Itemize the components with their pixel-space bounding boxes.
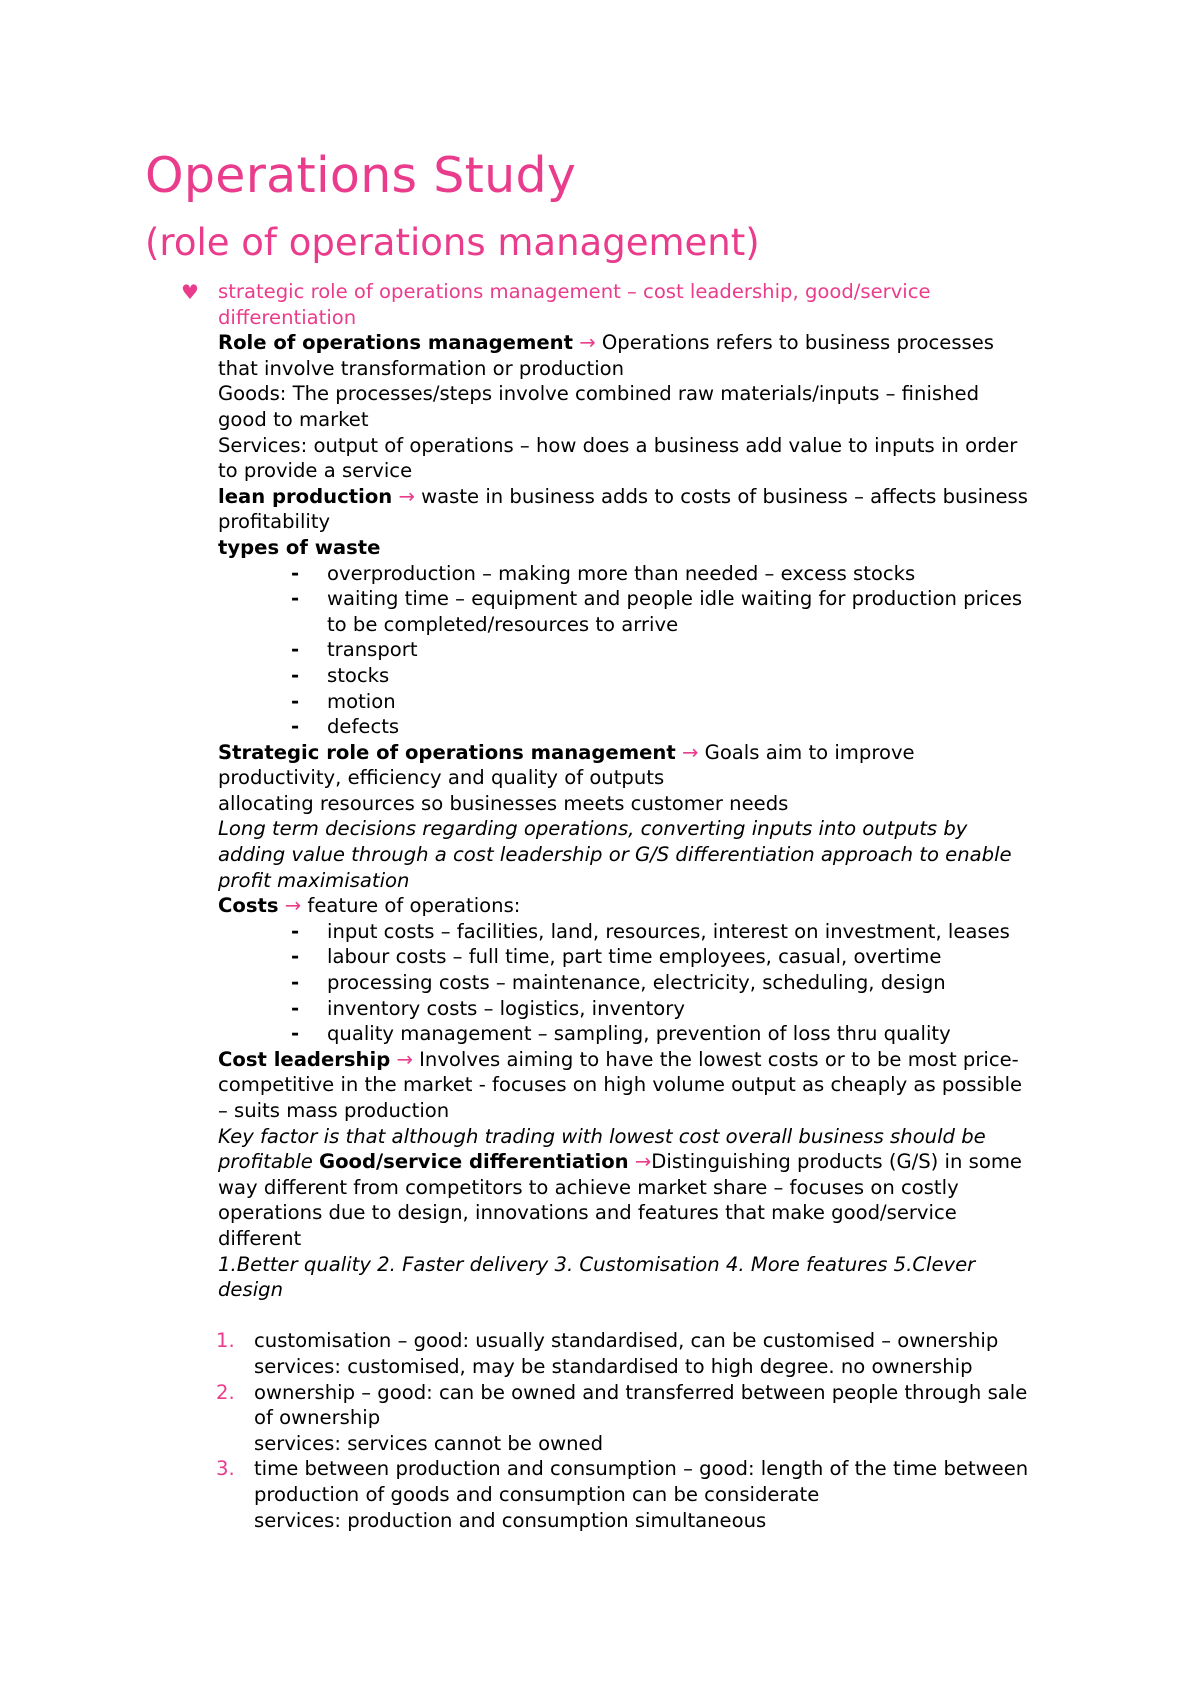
strategic-paragraph <box>218 740 1068 766</box>
strategic-heading: Strategic role of operations management <box>218 740 676 764</box>
numbered-item-text: ownership – good: can be owned and transferred between people through sale <box>254 1380 1028 1404</box>
dash-bullet: - <box>291 919 300 943</box>
list-item <box>218 663 1068 689</box>
costs-list <box>218 919 1068 1047</box>
dash-bullet: - <box>291 561 300 585</box>
list-item-text: input costs – facilities, land, resources, interest on investment, leases <box>327 919 1010 943</box>
italic-text: adding value through a cost leadership or G/S differentiation approach to enable <box>218 843 1012 867</box>
strategic-text: Goals aim to improve <box>698 740 915 764</box>
numbered-item <box>216 1380 1068 1457</box>
italic-text: design <box>218 1278 283 1302</box>
role-heading: Role of operations management <box>218 331 573 355</box>
dash-bullet: - <box>291 971 300 995</box>
list-item-text: inventory costs – logistics, inventory <box>327 996 685 1020</box>
cost-leadership-text-2: competitive in the market - focuses on high volume output as cheaply as possible <box>218 1073 1023 1097</box>
list-item-text: quality management – sampling, prevention of loss thru quality <box>327 1022 951 1046</box>
waste-list <box>218 561 1068 740</box>
list-item-text: waiting time – equipment and people idle waiting for production prices <box>327 587 1023 611</box>
list-item-text: processing costs – maintenance, electricity, scheduling, design <box>327 971 946 995</box>
dash-bullet: - <box>291 1022 300 1046</box>
waste-heading-line <box>218 535 1068 561</box>
numbered-item <box>216 1456 1068 1533</box>
dash-bullet: - <box>291 638 300 662</box>
waste-heading: types of waste <box>218 535 381 559</box>
list-item <box>218 637 1068 663</box>
numbered-item-text: services: production and consumption simultaneous <box>254 1508 767 1532</box>
blank-line <box>218 1303 1068 1329</box>
numbered-item-text: time between production and consumption – good: length of the time between <box>254 1457 1029 1481</box>
services-text-2: to provide a service <box>218 459 413 483</box>
lean-heading: lean production <box>218 484 393 508</box>
item-number: 3. <box>216 1457 235 1481</box>
costs-paragraph <box>218 893 1068 919</box>
arrow-icon: → <box>396 1047 413 1071</box>
numbered-list <box>216 1328 1068 1533</box>
cost-leadership-text-3: – suits mass production <box>218 1099 450 1122</box>
page-title: Operations Study <box>145 147 577 204</box>
strategic-italic-3 <box>218 868 1068 894</box>
dash-bullet: - <box>291 945 300 969</box>
strategic-italic-2 <box>218 842 1068 868</box>
list-item-text-continued: to be completed/resources to arrive <box>327 612 679 636</box>
item-number: 2. <box>216 1380 235 1404</box>
list-item-text: stocks <box>327 663 390 687</box>
costs-heading: Costs <box>218 894 279 918</box>
role-paragraph <box>218 330 1068 356</box>
role-text-2: that involve transformation or production <box>218 356 625 380</box>
numbered-item-text: production of goods and consumption can be considerate <box>254 1482 820 1506</box>
differentiation-heading: Good/service differentiation <box>319 1150 629 1174</box>
italic-text: profit maximisation <box>218 868 410 892</box>
differentiation-text-2: way different from competitors to achieve market share – focuses on costly <box>218 1175 959 1199</box>
services-text-1: Services: output of operations – how does a business add value to inputs in order <box>218 433 1018 457</box>
arrow-icon: → <box>579 331 596 355</box>
arrow-icon: → <box>284 894 302 918</box>
item-number: 1. <box>216 1329 235 1353</box>
list-item-text: labour costs – full time, part time employees, casual, overtime <box>327 945 942 969</box>
list-item-text: motion <box>327 689 396 713</box>
list-item <box>218 689 1068 715</box>
arrow-icon: → <box>681 740 699 764</box>
page-subtitle: (role of operations management) <box>145 221 760 264</box>
italic-text: Key factor is that although trading with lowest cost overall business should be <box>218 1124 986 1148</box>
numbered-item-text: services: services cannot be owned <box>254 1431 604 1455</box>
list-item <box>218 561 1068 587</box>
strategic-text-3: allocating resources so businesses meets customer needs <box>218 791 789 815</box>
numbered-item-text: of ownership <box>254 1406 381 1430</box>
differentiation-text: Distinguishing products (G/S) in some <box>651 1150 1022 1174</box>
document-body <box>218 279 1068 1533</box>
italic-text: 1.Better quality 2. Faster delivery 3. Customisation 4. More features 5.Clever <box>218 1252 976 1276</box>
differentiation-italic-1 <box>218 1252 1068 1278</box>
cost-leadership-text: Involves aiming to have the lowest costs or to be most price- <box>412 1047 1019 1071</box>
numbered-item-text: customisation – good: usually standardised, can be customised – ownership <box>254 1329 999 1353</box>
italic-text: Long term decisions regarding operations, converting inputs into outputs by <box>218 817 968 841</box>
strategic-italic-1 <box>218 816 1068 842</box>
lean-text-2: profitability <box>218 510 331 534</box>
goods-text-1: Goods: The processes/steps involve combined raw materials/inputs – finished <box>218 382 980 406</box>
list-item <box>218 996 1068 1022</box>
numbered-item-text: services: customised, may be standardised to high degree. no ownership <box>254 1354 973 1378</box>
dash-bullet: - <box>291 587 300 611</box>
role-text: Operations refers to business processes <box>595 331 995 355</box>
goods-text-2: good to market <box>218 407 369 431</box>
bullet-text-line-1: strategic role of operations management – cost leadership, good/service <box>218 280 931 303</box>
differentiation-text-4: different <box>218 1226 302 1250</box>
list-item <box>218 944 1068 970</box>
list-item <box>218 714 1068 740</box>
numbered-item <box>216 1328 1068 1379</box>
dash-bullet: - <box>291 663 300 687</box>
arrow-icon: → <box>398 484 415 508</box>
differentiation-italic-2 <box>218 1277 1068 1303</box>
differentiation-text-3: operations due to design, innovations and features that make good/service <box>218 1201 957 1225</box>
cost-leadership-heading: Cost leadership <box>218 1047 391 1071</box>
lean-text: waste in business adds to costs of business – affects business <box>414 484 1028 508</box>
heart-bullet-icon: ♥ <box>181 280 199 304</box>
dash-bullet: - <box>291 996 300 1020</box>
cost-leadership-paragraph <box>218 1047 1068 1073</box>
list-item <box>218 970 1068 996</box>
list-item-text: defects <box>327 715 400 739</box>
list-item-text: overproduction – making more than needed – excess stocks <box>327 561 916 585</box>
strategic-text-2: productivity, efficiency and quality of outputs <box>218 766 665 790</box>
list-item <box>218 919 1068 945</box>
dash-bullet: - <box>291 715 300 739</box>
lean-paragraph <box>218 484 1068 510</box>
list-item <box>218 1021 1068 1047</box>
list-item-text: transport <box>327 638 418 662</box>
italic-text: profitable <box>218 1150 313 1174</box>
dash-bullet: - <box>291 689 300 713</box>
list-item <box>218 586 1068 637</box>
cost-leadership-italic-1 <box>218 1124 1068 1150</box>
costs-text: feature of operations: <box>301 894 521 918</box>
arrow-icon: → <box>634 1150 652 1174</box>
bullet-text-line-2: differentiation <box>218 305 357 329</box>
differentiation-paragraph <box>218 1149 1068 1175</box>
